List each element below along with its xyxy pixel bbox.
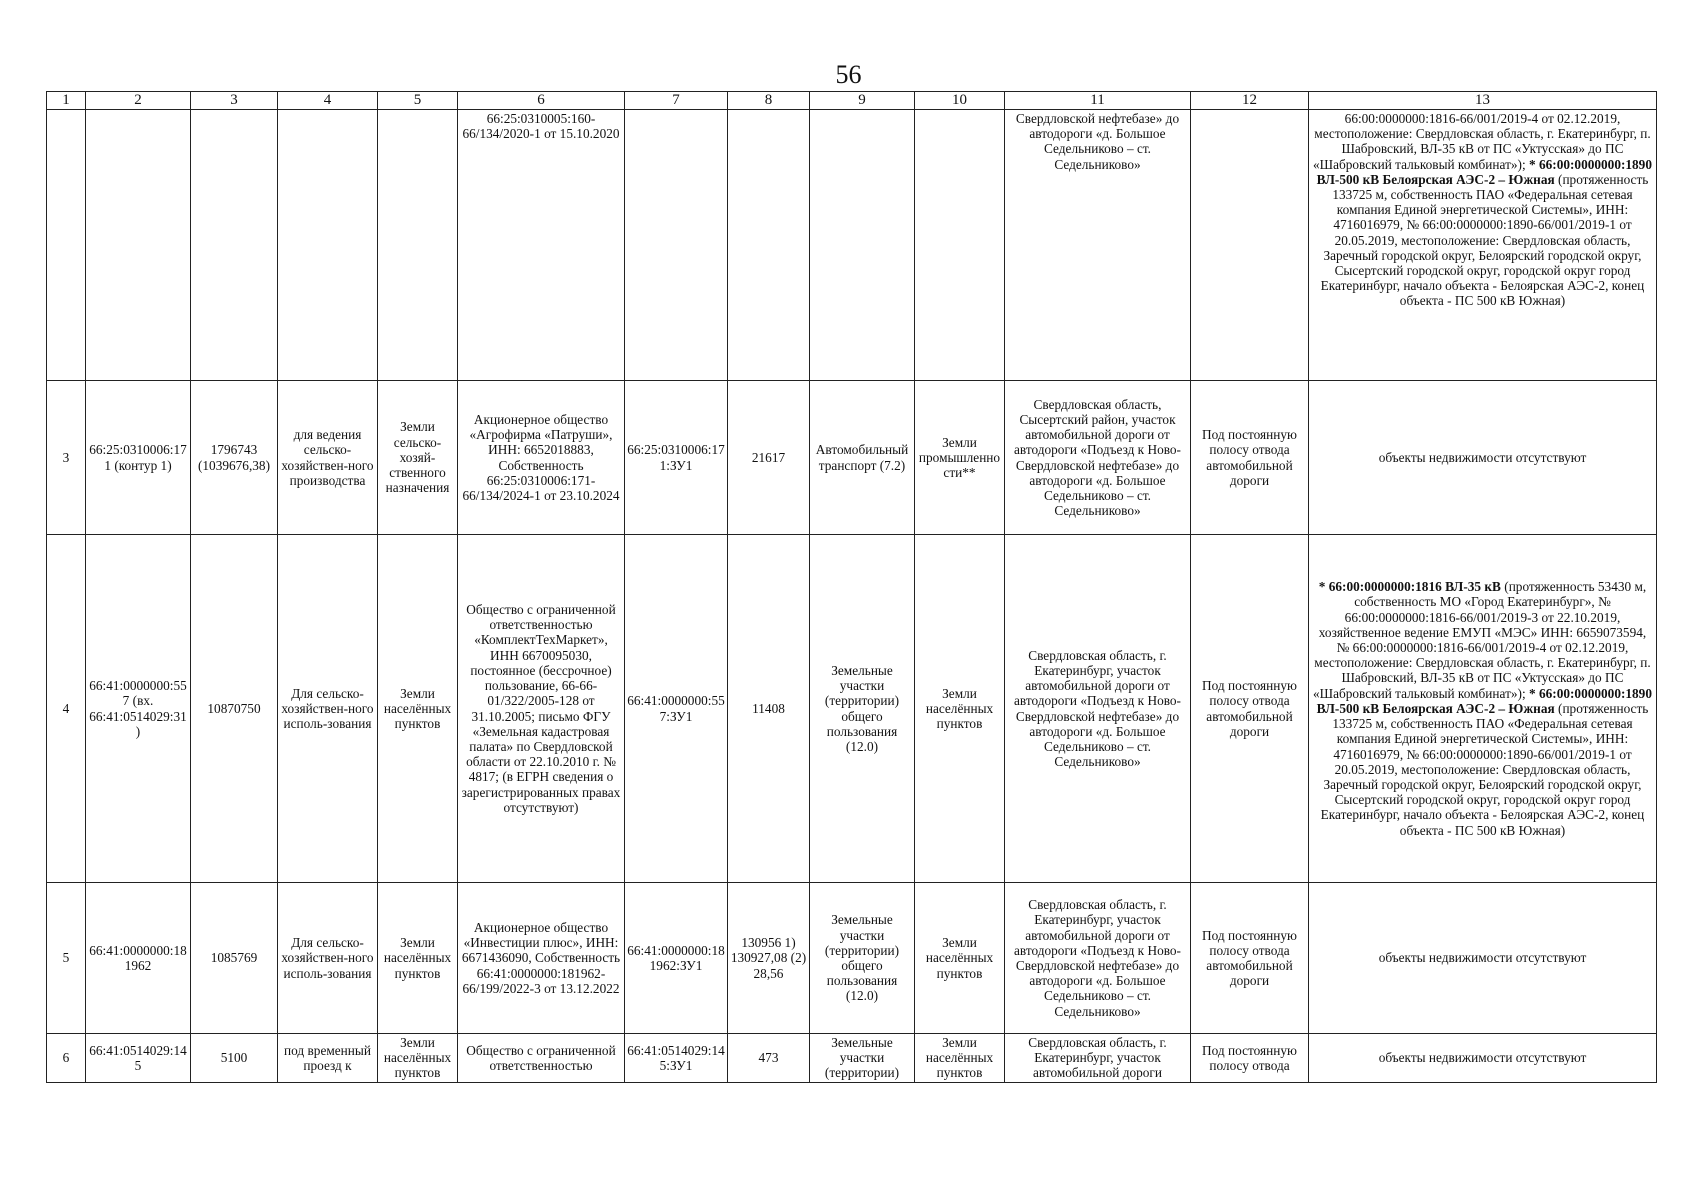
cell-category: Земли населённых пунктов: [915, 1034, 1005, 1083]
cell-purpose: Под постоянную полосу отвода автомобильной дороги: [1191, 883, 1309, 1034]
objects-bold-text: * 66:00:0000000:1816 ВЛ-35 кВ: [1318, 579, 1501, 595]
column-header: 10: [915, 92, 1005, 110]
land-plots-table: [46, 91, 1657, 1083]
column-header: 8: [728, 92, 810, 110]
column-header: 12: [1191, 92, 1309, 110]
cell-land-category: Земли населённых пунктов: [378, 883, 458, 1034]
cell-new-area: 11408: [728, 535, 810, 883]
cell-location: Свердловская область, г. Екатеринбург, участок автомобильной дороги от автодороги «Подъезд к Ново-Свердловской нефтебазе» до автодороги «д. Большое Седельниково – ст. Седельниково»: [1005, 883, 1191, 1034]
cell-rights-holder: Общество с ограниченной ответственностью «КомплектТехМаркет», ИНН 6670095030, постоянное (бессрочное) пользование, 66-66-01/322/2005-128 от 31.10.2005; письмо ФГУ «Земельная кадастровая палата» по Свердловской области от 22.10.2010 г. № 4817; (в ЕГРН сведения о зарегистрированных правах отсутствуют): [458, 535, 625, 883]
cell-new-plot-number: 66:41:0000000:181962:ЗУ1: [625, 883, 728, 1034]
objects-bold-text: * 66:00:0000000:1890 ВЛ-500 кВ Белоярская АЭС-2 – Южная: [1316, 156, 1652, 187]
cell-location: Свердловская область, г. Екатеринбург, участок автомобильной дороги от автодороги «Подъезд к Ново-Свердловской нефтебазе» до автодороги «д. Большое Седельниково – ст. Седельниково»: [1005, 535, 1191, 883]
cell-category: Земли промышленности**: [915, 381, 1005, 535]
cell-purpose: [1191, 110, 1309, 381]
cell-use-type: [810, 110, 915, 381]
cell-purpose: Под постоянную полосу отвода: [1191, 1034, 1309, 1083]
cell-land-category: Земли сельско-хозяй-ственного назначения: [378, 381, 458, 535]
cell-new-plot-number: 66:25:0310006:171:ЗУ1: [625, 381, 728, 535]
cell-cadastral-number: 66:25:0310006:171 (контур 1): [86, 381, 191, 535]
cell-new-area: 473: [728, 1034, 810, 1083]
objects-text: (протяженность 133725 м, собственность ПАО «Федеральная сетевая компания Единой энергетической Системы», ИНН: 4716016979, № 66:00:0000000:1890-66/001/2019-1 от 20.05.2019, местоположение: Свердловская область, Заречный городской округ, Белоярский городской округ, Сысертский городской округ, городской округ город Екатеринбург, начало объекта - Белоярская АЭС-2, конец объекта - ПС 500 кВ Южная): [1320, 171, 1649, 309]
page-number: 56: [835, 60, 862, 89]
cell-land-category: Земли населённых пунктов: [378, 535, 458, 883]
cell-row-number: 3: [47, 381, 86, 535]
cell-use-type: Земельные участки (территории) общего пользования (12.0): [810, 535, 915, 883]
cell-row-number: 5: [47, 883, 86, 1034]
column-header: 13: [1309, 92, 1657, 110]
cell-real-estate-objects: объекты недвижимости отсутствуют: [1309, 1034, 1657, 1083]
cell-area: 1085769: [191, 883, 278, 1034]
cell-permitted-use: под временный проезд к: [278, 1034, 378, 1083]
cell-new-plot-number: [625, 110, 728, 381]
column-header: 5: [378, 92, 458, 110]
cell-rights-holder: Общество с ограниченной ответственностью: [458, 1034, 625, 1083]
cell-real-estate-objects: [1309, 535, 1657, 883]
cell-cadastral-number: 66:41:0514029:145: [86, 1034, 191, 1083]
objects-text: (протяженность 53430 м, собственность МО «Город Екатеринбург», № 66:00:0000000:1816-66/001/2019-3 от 22.10.2019, хозяйственное ведение ЕМУП «МЭС» ИНН: 6659073594, № 66:00:0000000:1816-66/001/2019-4 от 02.12.2019, местоположение: Свердловская область, г. Екатеринбург, п. Шабровский, ВЛ-35 кВ от ПС «Уктусская» до ПС «Шабровский тальковый комбинат»);: [1313, 579, 1651, 701]
cell-row-number: [47, 110, 86, 381]
column-header: 6: [458, 92, 625, 110]
cell-permitted-use: Для сельско-хозяйствен-ного исполь-зования: [278, 535, 378, 883]
column-header: 1: [47, 92, 86, 110]
column-header: 7: [625, 92, 728, 110]
table-row: [47, 1034, 1657, 1083]
cell-use-type: Автомобильный транспорт (7.2): [810, 381, 915, 535]
cell-area: 10870750: [191, 535, 278, 883]
cell-cadastral-number: 66:41:0000000:181962: [86, 883, 191, 1034]
cell-new-plot-number: 66:41:0514029:145:ЗУ1: [625, 1034, 728, 1083]
cell-new-area: [728, 110, 810, 381]
cell-rights-holder: Акционерное общество «Инвестиции плюс», ИНН: 6671436090, Собственность 66:41:0000000:181962-66/199/2022-3 от 13.12.2022: [458, 883, 625, 1034]
cell-area: 5100: [191, 1034, 278, 1083]
cell-cadastral-number: 66:41:0000000:557 (вх. 66:41:0514029:31): [86, 535, 191, 883]
cell-new-area: 130956 1) 130927,08 (2) 28,56: [728, 883, 810, 1034]
objects-bold-text: * 66:00:0000000:1890 ВЛ-500 кВ Белоярская АЭС-2 – Южная: [1316, 685, 1652, 716]
cell-purpose: Под постоянную полосу отвода автомобильной дороги: [1191, 381, 1309, 535]
cell-purpose: Под постоянную полосу отвода автомобильной дороги: [1191, 535, 1309, 883]
table-row: [47, 381, 1657, 535]
cell-row-number: 6: [47, 1034, 86, 1083]
cell-category: [915, 110, 1005, 381]
cell-location: Свердловской нефтебазе» до автодороги «д. Большое Седельниково – ст. Седельниково»: [1005, 110, 1191, 381]
column-header: 4: [278, 92, 378, 110]
table-row-continuation: [47, 110, 1657, 381]
cell-area: [191, 110, 278, 381]
cell-area: 1796743 (1039676,38): [191, 381, 278, 535]
cell-new-area: 21617: [728, 381, 810, 535]
cell-permitted-use: для ведения сельско-хозяйствен-ного производства: [278, 381, 378, 535]
cell-new-plot-number: 66:41:0000000:557:ЗУ1: [625, 535, 728, 883]
cell-rights-holder: 66:25:0310005:160-66/134/2020-1 от 15.10.2020: [458, 110, 625, 381]
cell-permitted-use: Для сельско-хозяйствен-ного исполь-зования: [278, 883, 378, 1034]
cell-location: Свердловская область, Сысертский район, участок автомобильной дороги от автодороги «Подъезд к Ново-Свердловской нефтебазе» до автодороги «д. Большое Седельниково – ст. Седельниково»: [1005, 381, 1191, 535]
column-header: 2: [86, 92, 191, 110]
objects-text: (протяженность 133725 м, собственность ПАО «Федеральная сетевая компания Единой энергетической Системы», ИНН: 4716016979, № 66:00:0000000:1890-66/001/2019-1 от 20.05.2019, местоположение: Свердловская область, Заречный городской округ, Белоярский городской округ, Сысертский городской округ, городской округ город Екатеринбург, начало объекта - Белоярская АЭС-2, конец объекта - ПС 500 кВ Южная): [1320, 700, 1649, 838]
column-header: 3: [191, 92, 278, 110]
cell-land-category: [378, 110, 458, 381]
cell-category: Земли населённых пунктов: [915, 883, 1005, 1034]
cell-permitted-use: [278, 110, 378, 381]
cell-use-type: Земельные участки (территории) общего пользования (12.0): [810, 883, 915, 1034]
cell-real-estate-objects: [1309, 110, 1657, 381]
cell-land-category: Земли населённых пунктов: [378, 1034, 458, 1083]
cell-cadastral-number: [86, 110, 191, 381]
table-row: [47, 883, 1657, 1034]
column-header: 11: [1005, 92, 1191, 110]
cell-rights-holder: Акционерное общество «Агрофирма «Патруши», ИНН: 6652018883, Собственность 66:25:0310006:171-66/134/2024-1 от 23.10.2024: [458, 381, 625, 535]
cell-location: Свердловская область, г. Екатеринбург, участок автомобильной дороги: [1005, 1034, 1191, 1083]
cell-category: Земли населённых пунктов: [915, 535, 1005, 883]
objects-text: 66:00:0000000:1816-66/001/2019-4 от 02.12.2019, местоположение: Свердловская область, г. Екатеринбург, п. Шабровский, ВЛ-35 кВ от ПС «Уктусская» до ПС «Шабровский тальковый комбинат»);: [1313, 111, 1651, 172]
table-row: [47, 535, 1657, 883]
cell-use-type: Земельные участки (территории): [810, 1034, 915, 1083]
cell-real-estate-objects: объекты недвижимости отсутствуют: [1309, 883, 1657, 1034]
header-row: [47, 92, 1657, 110]
cell-row-number: 4: [47, 535, 86, 883]
column-header: 9: [810, 92, 915, 110]
cell-real-estate-objects: объекты недвижимости отсутствуют: [1309, 381, 1657, 535]
